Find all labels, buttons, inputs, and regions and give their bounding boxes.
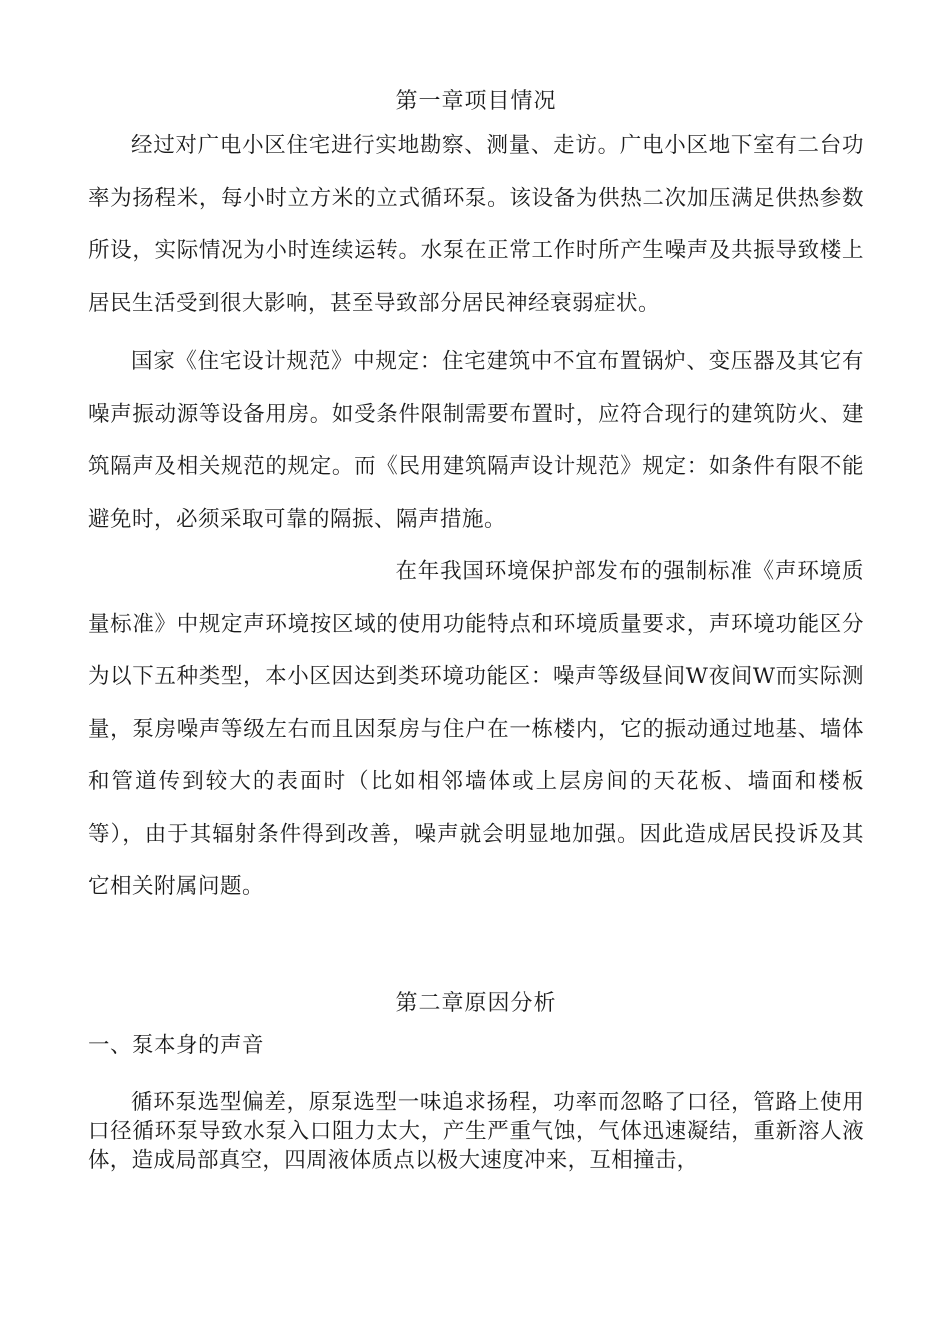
chapter-2-title: 第二章原因分析: [395, 990, 557, 1016]
chapter-1-paragraph-3: 在年我国环境保护部发布的强制标准《声环境质量标准》中规定声环境按区域的使用功能特点和环境质量要求，声环境功能区分为以下五种类型，本小区因达到类环境功能区：噪声等级昼间W夜间W而实际测量，泵房噪声等级左右而且因泵房与住户在一栋楼内，它的振动通过地基、墙体和管道传到较大的表面时（比如相邻墙体或上层房间的天花板、墙面和楼板等），由于其辐射条件得到改善，噪声就会明显地加强。因此造成居民投诉及其它相关附属问题。: [88, 559, 864, 899]
chapter-1-paragraph-1: 经过对广电小区住宅进行实地勘察、测量、走访。广电小区地下室有二台功率为扬程米，每小时立方米的立式循环泵。该设备为供热二次加压满足供热参数所设，实际情况为小时连续运转。水泵在正常工作时所产生噪声及共振导致楼上居民生活受到很大影响，甚至导致部分居民神经衰弱症状。: [88, 133, 864, 316]
section-1-paragraph: 循环泵选型偏差，原泵选型一味追求扬程，功率而忽略了口径，管路上使用口径循环泵导致水泵入口阻力太大，产生严重气蚀，气体迅速凝结，重新溶人液体，造成局部真空，四周液体质点以极大速度冲来，互相撞击，: [88, 1089, 864, 1173]
chapter-1-title: 第一章项目情况: [395, 89, 557, 114]
chapter-1-paragraph-2: 国家《住宅设计规范》中规定：住宅建筑中不宜布置锅炉、变压器及其它有噪声振动源等设备用房。如受条件限制需要布置时，应符合现行的建筑防火、建筑隔声及相关规范的规定。而《民用建筑隔声设计规范》规定：如条件有限不能避免时，必须采取可靠的隔振、隔声措施。: [88, 349, 864, 532]
section-1-heading: 一、泵本身的声音: [88, 1032, 265, 1058]
